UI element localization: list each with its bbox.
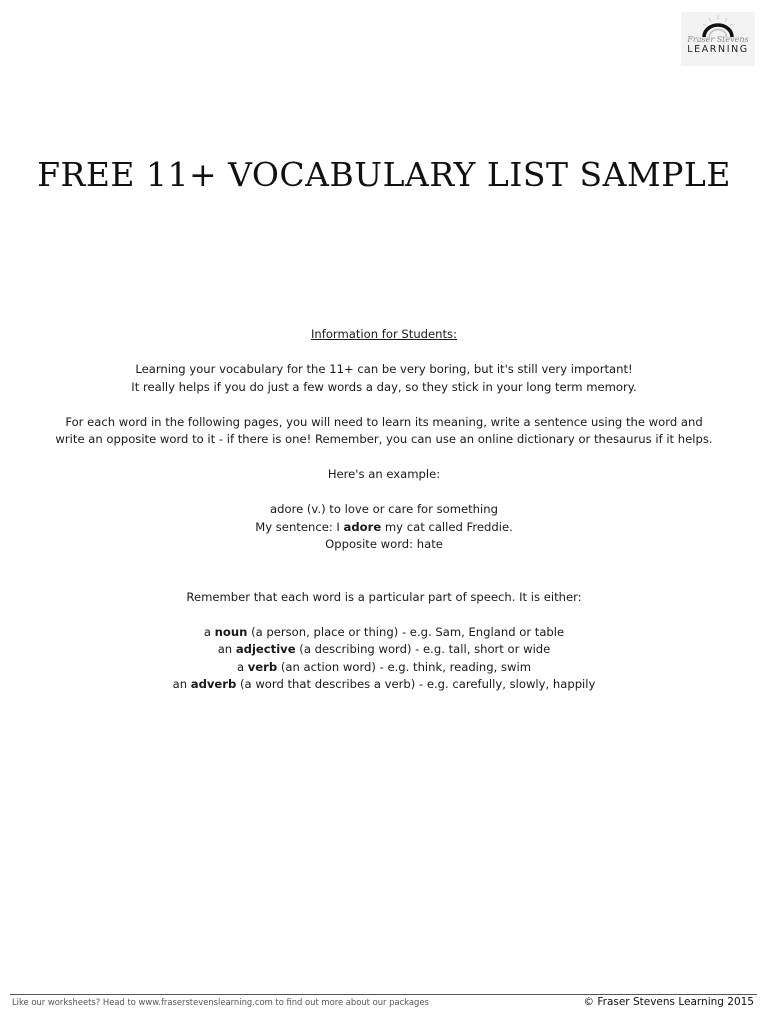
instructions-line-1: For each word in the following pages, you will need to learn its meaning, write a sentence using the word and <box>65 414 703 429</box>
part-article: a <box>236 659 245 674</box>
example-sentence <box>0 519 768 537</box>
footer-divider <box>10 994 757 995</box>
parts-of-speech-intro: Remember that each word is a particular part of speech. It is either: <box>186 589 582 604</box>
part-article: a <box>203 624 211 639</box>
example-sentence-suffix: my cat called Freddie. <box>384 519 513 534</box>
brand-logo <box>681 12 755 66</box>
example-sentence-prefix: My sentence: I <box>255 519 340 534</box>
part-of-speech-adverb <box>0 676 768 694</box>
part-article: an <box>172 677 188 691</box>
part-of-speech-verb <box>0 659 768 677</box>
logo-text-small: Fraser Stevens <box>687 35 749 44</box>
logo-text-large: LEARNING <box>687 44 749 55</box>
part-article: an <box>217 642 233 656</box>
part-term: verb <box>247 659 278 674</box>
part-term: noun <box>214 624 248 639</box>
part-of-speech-adjective <box>0 641 768 659</box>
part-term: adjective <box>235 642 296 656</box>
example-sentence-word: adore <box>343 519 382 534</box>
footer-copyright: © Fraser Stevens Learning 2015 <box>583 996 754 1008</box>
info-heading: Information for Students: <box>310 327 457 341</box>
intro-line-2: It really helps if you do just a few words a day, so they stick in your long term memory. <box>131 379 637 394</box>
part-description: (an action word) - e.g. think, reading, swim <box>280 659 532 674</box>
footer-promo-text: Like our worksheets? Head to www.fraserstevenslearning.com to find out more about our packages <box>12 997 429 1007</box>
example-definition: adore (v.) to love or care for something <box>270 502 498 516</box>
part-description: (a person, place or thing) - e.g. Sam, England or table <box>251 624 565 639</box>
example-intro: Here's an example: <box>327 467 441 481</box>
intro-line-1: Learning your vocabulary for the 11+ can be very boring, but it's still very important! <box>135 362 633 376</box>
instructions-line-2: write an opposite word to it - if there is one! Remember, you can use an online dictionary or thesaurus if it helps. <box>55 432 713 446</box>
part-of-speech-noun <box>0 624 768 642</box>
information-section <box>0 326 768 694</box>
example-opposite: Opposite word: hate <box>325 537 443 551</box>
page-title: FREE 11+ VOCABULARY LIST SAMPLE <box>37 155 731 194</box>
part-description: (a describing word) - e.g. tall, short or wide <box>299 642 551 656</box>
part-description: (a word that describes a verb) - e.g. carefully, slowly, happily <box>240 677 596 691</box>
part-term: adverb <box>190 677 237 691</box>
